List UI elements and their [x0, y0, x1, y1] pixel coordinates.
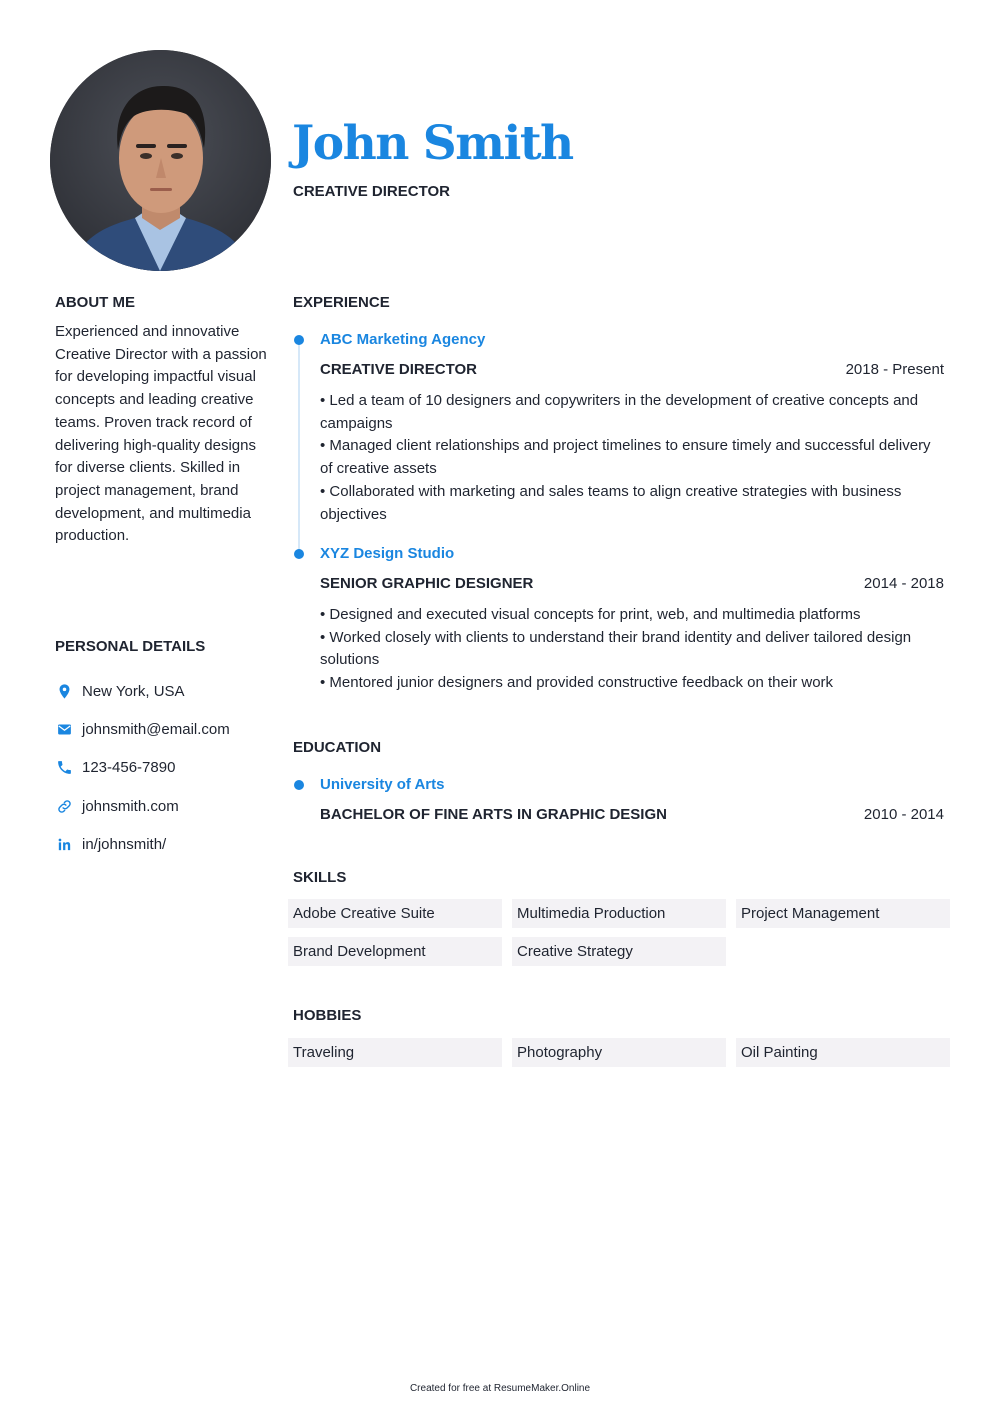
skill-tag: Brand Development — [288, 937, 502, 966]
skills-heading: SKILLS — [293, 869, 347, 886]
linkedin-text[interactable]: in/johnsmith/ — [82, 835, 167, 853]
email-icon — [55, 720, 73, 738]
edu-school: University of Arts — [320, 776, 445, 793]
education-heading: EDUCATION — [293, 739, 382, 756]
hobbies-list — [288, 1038, 950, 1067]
job-bullet: • Designed and executed visual concepts for print, web, and multimedia platforms — [320, 606, 861, 623]
candidate-name: John Smith — [292, 116, 573, 171]
linkedin-icon — [55, 835, 73, 853]
about-text: Experienced and innovative Creative Director with a passion for developing impactful visual concepts and leading creative teams. Proven track record of delivering high-quality designs for diverse clients. Skilled in project management, brand development, and multimedia production. — [55, 323, 267, 545]
timeline-dot — [294, 335, 304, 345]
hobbies-heading: HOBBIES — [293, 1007, 362, 1024]
job-bullet: • Managed client relationships and project timelines to ensure timely and successful delivery of creative assets — [320, 437, 931, 478]
location-pin-icon — [55, 682, 73, 700]
detail-website[interactable] — [55, 787, 275, 825]
footer-credit: Created for free at ResumeMaker.Online — [409, 1383, 591, 1394]
skill-tag: Creative Strategy — [512, 937, 726, 966]
skills-list — [288, 899, 950, 966]
job-bullet: • Led a team of 10 designers and copywriters in the development of creative concepts and campaigns — [320, 392, 919, 432]
timeline-dot — [294, 549, 304, 559]
job-bullet: • Collaborated with marketing and sales teams to align creative strategies with business objectives — [320, 482, 902, 523]
detail-linkedin[interactable] — [55, 825, 275, 863]
location-text: New York, USA — [82, 682, 185, 700]
job-dates: 2014 - 2018 — [863, 575, 944, 592]
job-bullet: • Mentored junior designers and provided constructive feedback on their work — [320, 674, 834, 692]
about-heading: ABOUT ME — [55, 294, 135, 311]
job-dates: 2018 - Present — [845, 361, 944, 378]
detail-location — [55, 672, 275, 710]
hobby-tag: Traveling — [288, 1038, 502, 1067]
hobby-tag: Photography — [512, 1038, 726, 1067]
job-bullets — [320, 390, 945, 526]
job-role: CREATIVE DIRECTOR — [320, 361, 477, 378]
link-icon — [55, 797, 73, 815]
email-text[interactable]: johnsmith@email.com — [82, 720, 230, 738]
timeline-line — [298, 340, 300, 554]
phone-text[interactable]: 123-456-7890 — [82, 759, 176, 777]
portrait-photo — [50, 50, 271, 271]
experience-heading: EXPERIENCE — [293, 294, 390, 311]
detail-email[interactable] — [55, 710, 275, 748]
candidate-title: CREATIVE DIRECTOR — [293, 183, 450, 200]
job-company: XYZ Design Studio — [320, 545, 455, 562]
skill-tag: Adobe Creative Suite — [288, 899, 502, 928]
website-text[interactable]: johnsmith.com — [82, 797, 179, 815]
timeline-dot — [294, 780, 304, 790]
detail-phone[interactable] — [55, 749, 275, 787]
job-bullet: • Worked closely with clients to understand their brand identity and deliver tailored design solutions — [320, 628, 912, 669]
personal-details-heading: PERSONAL DETAILS — [55, 638, 206, 655]
phone-icon — [55, 759, 73, 777]
skill-tag: Multimedia Production — [512, 899, 726, 928]
edu-dates: 2010 - 2014 — [863, 806, 944, 823]
hobby-tag: Oil Painting — [736, 1038, 950, 1067]
profile-photo — [50, 50, 271, 271]
edu-degree: BACHELOR OF FINE ARTS IN GRAPHIC DESIGN — [320, 806, 667, 823]
job-role: SENIOR GRAPHIC DESIGNER — [320, 575, 534, 592]
job-bullets — [320, 604, 945, 695]
job-company: ABC Marketing Agency — [320, 331, 486, 348]
personal-details-list — [55, 672, 275, 863]
skill-tag: Project Management — [736, 899, 950, 928]
